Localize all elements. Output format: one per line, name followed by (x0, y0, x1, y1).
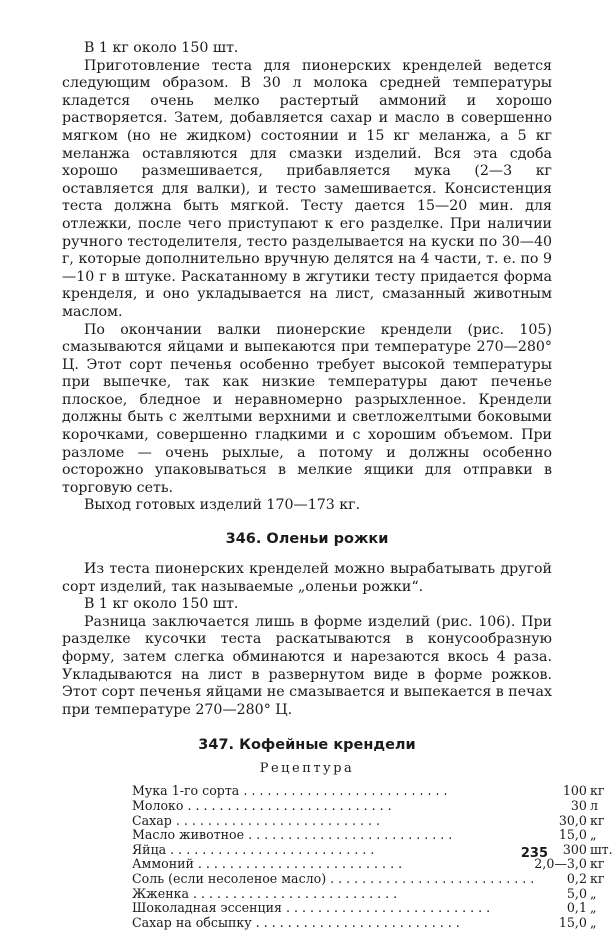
ingredient-unit: кг (589, 783, 605, 799)
ingredient-name: Мука 1-го сорта (132, 783, 240, 799)
leader-dots: . . . . . . . . . . . . . . . . . . . . . . . . . . (239, 783, 448, 799)
section-346-para-1: Из теста пионерских кренделей можно вырабатывать другой сорт изделий, так называемые „оленьи рожки“. (62, 561, 552, 595)
ingredient-unit: „ (589, 827, 597, 843)
ingredient-name: Молоко (132, 797, 184, 813)
ingredient-name: Аммоний (132, 856, 194, 872)
section-346-para-3: Разница заключается лишь в форме изделий (рис. 106). При разделке кусочки теста раскатываются в конусообразную форму, затем слегка обминаются и нарезаются вкось 4 раза. Укладываются на лист в развернутом виде в форме рожков. Этот сорт печенья яйцами не смазывается и выпекается в печах при температуре 270—280° Ц. (62, 613, 552, 718)
ingredient-qty: 2,0—3,0 (534, 856, 587, 872)
ingredient-qty: 30 (570, 797, 587, 813)
recipe-row (132, 799, 613, 814)
ingredient-qty: 0,1 (566, 900, 587, 916)
ingredient-unit: „ (589, 885, 597, 901)
ingredient-unit: кг (589, 812, 605, 828)
ingredient-name: Сахар на обсыпку (132, 914, 252, 930)
ingredient-qty: 15,0 (558, 914, 587, 930)
ingredient-name: Жженка (132, 885, 189, 901)
ingredient-unit: кг (589, 856, 605, 872)
ingredient-unit: кг (589, 870, 605, 886)
ingredient-unit: „ (589, 914, 597, 930)
recipe-row (132, 916, 613, 930)
section-347-title: 347. Кофейные крендели (198, 737, 416, 754)
section-346-title: 346. Оленьи рожки (225, 531, 389, 548)
ingredient-qty: 15,0 (558, 827, 587, 843)
leader-dots: . . . . . . . . . . . . . . . . . . . . . . . . . . (166, 841, 375, 857)
recipe-row (132, 872, 613, 887)
ingredient-unit: „ (589, 900, 597, 916)
page-number: 235 (520, 846, 548, 861)
ingredient-name: Шоколадная эссенция (132, 900, 282, 916)
leader-dots: . . . . . . . . . . . . . . . . . . . . . . . . . . (171, 812, 380, 828)
recipe-row (132, 814, 613, 829)
recipe-title: Рецептура (259, 761, 355, 777)
section-346-para-2: В 1 кг около 150 шт. (84, 596, 239, 613)
leader-dots: . . . . . . . . . . . . . . . . . . . . . . . . . . (244, 827, 453, 843)
page-body (62, 40, 613, 930)
leader-dots: . . . . . . . . . . . . . . . . . . . . . . . . . . (326, 870, 535, 886)
ingredient-qty: 5,0 (566, 885, 587, 901)
ingredient-qty: 30,0 (558, 812, 587, 828)
paragraph-yield: Выход готовых изделий 170—173 кг. (84, 497, 361, 514)
recipe-row (132, 828, 613, 843)
ingredient-name: Сахар (132, 812, 172, 828)
intro-line: В 1 кг около 150 шт. (84, 40, 239, 56)
ingredient-unit: шт. (589, 841, 613, 857)
recipe-row (132, 784, 613, 799)
ingredient-qty: 0,2 (566, 870, 587, 886)
paragraph-baking: По окончании валки пионерские крендели (рис. 105) смазываются яйцами и выпекаются при температуре 270—280° Ц. Этот сорт печенья особенно требует высокой температуры при выпечке, так как низкие температуры дают печенье плоское, бледное и неравномерно разрыхленное. Крендели должны быть с желтыми верхними и светложелтыми боковыми корочками, совершенно гладкими и с хорошим объемом. При разломе — очень рыхлые, а потому и должны особенно осторожно упаковываться в мелкие ящики для отправки в торговую сеть. (62, 321, 552, 496)
ingredient-qty: 300 (562, 841, 587, 857)
leader-dots: . . . . . . . . . . . . . . . . . . . . . . . . . . (193, 856, 403, 872)
ingredient-name: Масло животное (132, 827, 245, 843)
leader-dots: . . . . . . . . . . . . . . . . . . . . . . . . . . (281, 900, 491, 916)
ingredient-name: Соль (если несоленое масло) (132, 870, 327, 886)
leader-dots: . . . . . . . . . . . . . . . . . . . . . . . . . . (183, 797, 392, 813)
leader-dots: . . . . . . . . . . . . . . . . . . . . . . . . . . (188, 885, 398, 901)
leader-dots: . . . . . . . . . . . . . . . . . . . . . . . . . . (251, 914, 460, 930)
ingredient-name: Яйца (132, 841, 167, 857)
recipe-row (132, 901, 613, 916)
recipe-row (132, 887, 613, 902)
paragraph-dough-prep: Приготовление теста для пионерских кренделей ведется следующим образом. В 30 л молока средней температуры кладется очень мелко растертый аммоний и хорошо растворяется. Затем, добавляется сахар и масло в совершенно мягком (но не жидком) состоянии и 15 кг меланжа, а 5 кг меланжа оставляются для смазки изделий. Вся эта сдоба хорошо размешивается, прибавляется мука (2—3 кг оставляется для валки), и тесто замешивается. Консистенция теста должна быть мягкой. Тесту дается 15—20 мин. для отлежки, после чего приступают к его разделке. При наличии ручного тестоделителя, тесто разделывается на куски по 30—40 г, которые дополнительно вручную делятся на 4 части, т. е. по 9—10 г в штуке. Раскатанному в жгутики тесту придается форма кренделя, и оно укладывается на лист, смазанный животным маслом. (62, 57, 552, 320)
ingredient-qty: 100 (562, 783, 587, 799)
ingredient-unit: л (589, 797, 598, 813)
